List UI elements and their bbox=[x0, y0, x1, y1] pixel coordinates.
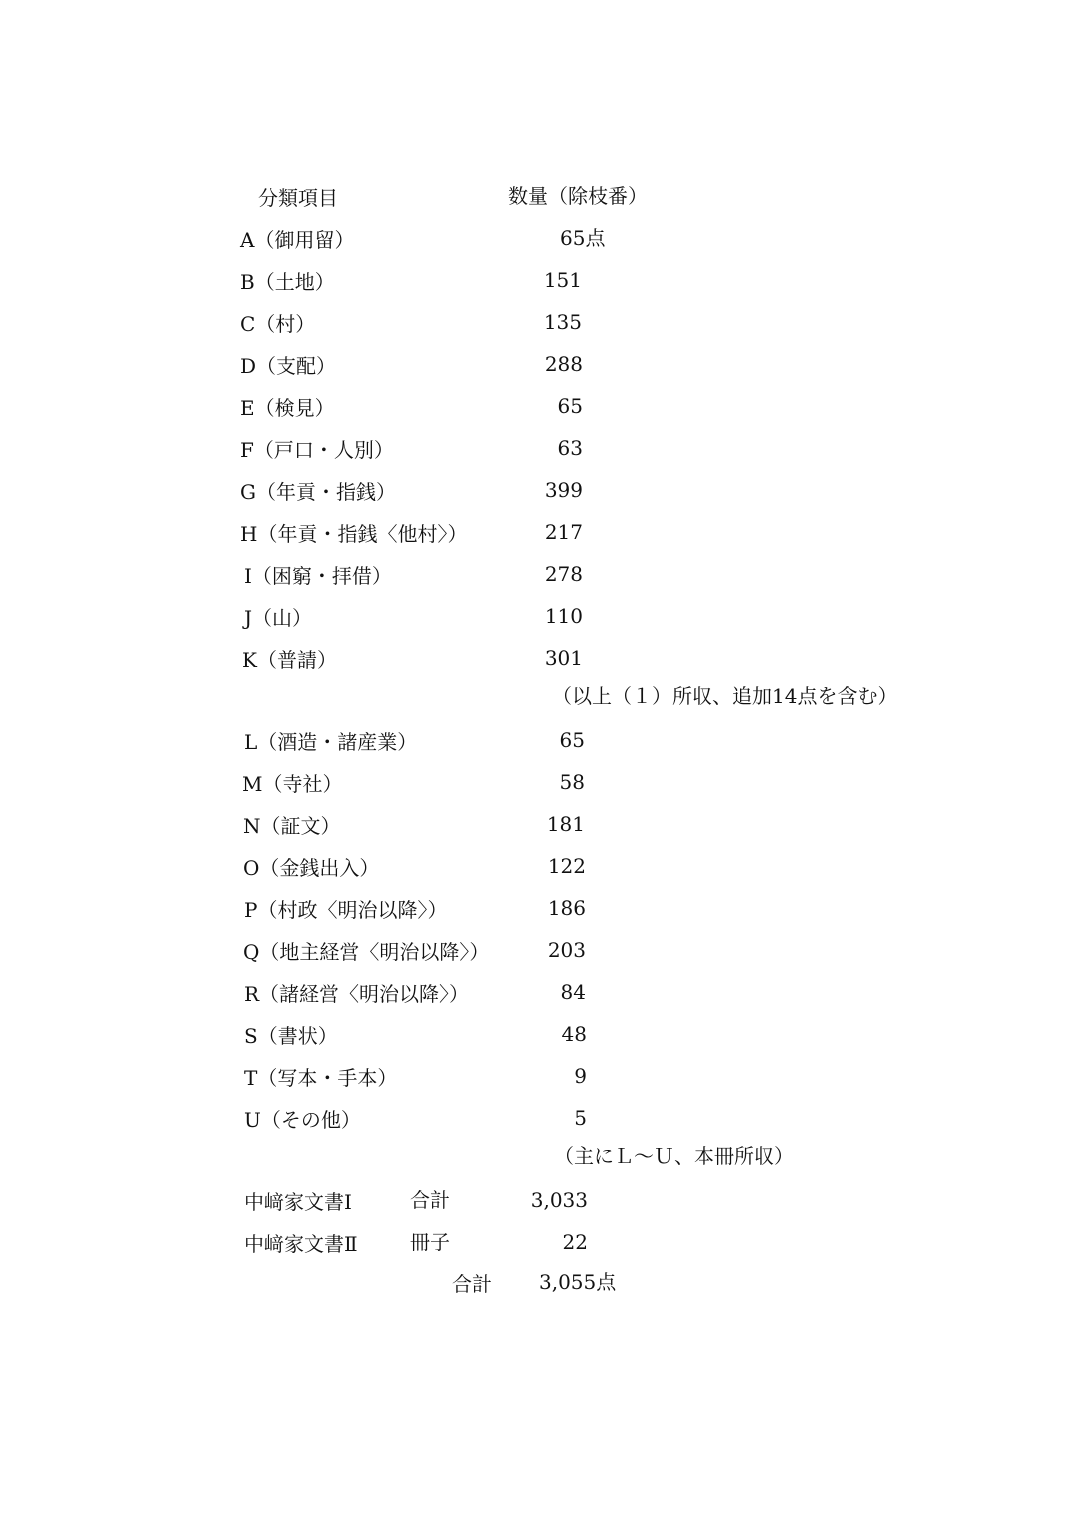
row-b-count: 151 bbox=[543, 268, 582, 292]
total-value: 3,055点 bbox=[539, 1270, 617, 1294]
row-r-count: 84 bbox=[560, 980, 586, 1004]
row-i-count: 278 bbox=[544, 562, 583, 586]
row-g-category: G（年貢・指銭） bbox=[240, 480, 396, 504]
row-j-category: J（山） bbox=[244, 606, 313, 630]
row-m-category: M（寺社） bbox=[242, 772, 343, 796]
row-j-count: 110 bbox=[544, 604, 583, 628]
row-l-category: L（酒造・諸産業） bbox=[244, 730, 418, 754]
row-u-category: U（その他） bbox=[244, 1108, 361, 1132]
row-s-count: 48 bbox=[561, 1022, 587, 1046]
row-i-category: I（困窮・拝借） bbox=[244, 564, 392, 588]
row-n-category: N（証文） bbox=[243, 814, 341, 838]
total-label: 合計 bbox=[452, 1272, 492, 1296]
row-o-count: 122 bbox=[547, 854, 586, 878]
row-d-category: D（支配） bbox=[240, 354, 337, 378]
row-a-count: 65点 bbox=[560, 226, 606, 250]
doc2-label: 冊子 bbox=[410, 1230, 450, 1254]
row-s-category: S（書状） bbox=[244, 1024, 338, 1048]
row-c-count: 135 bbox=[543, 310, 582, 334]
quantity-header: 数量（除枝番） bbox=[508, 184, 648, 208]
row-h-category: H（年貢・指銭〈他村〉） bbox=[240, 522, 468, 546]
row-k-count: 301 bbox=[544, 646, 583, 670]
row-f-count: 63 bbox=[557, 436, 583, 460]
row-b-category: B（土地） bbox=[240, 270, 335, 294]
row-q-count: 203 bbox=[547, 938, 586, 962]
row-g-count: 399 bbox=[544, 478, 583, 502]
row-t-count: 9 bbox=[574, 1064, 587, 1088]
row-p-count: 186 bbox=[547, 896, 586, 920]
row-q-category: Q（地主経営〈明治以降〉） bbox=[243, 940, 490, 964]
row-t-category: T（写本・手本） bbox=[244, 1066, 398, 1090]
row-r-category: R（諸経営〈明治以降〉） bbox=[244, 982, 470, 1006]
row-d-count: 288 bbox=[544, 352, 583, 376]
doc1-name: 中﨑家文書Ⅰ bbox=[244, 1190, 352, 1214]
row-n-count: 181 bbox=[546, 812, 585, 836]
row-f-category: F（戸口・人別） bbox=[240, 438, 394, 462]
doc2-name: 中﨑家文書Ⅱ bbox=[244, 1232, 358, 1256]
row-a-category: A（御用留） bbox=[240, 228, 355, 252]
row-p-category: P（村政〈明治以降〉） bbox=[244, 898, 448, 922]
note-main-this-volume: （主にＬ～Ｕ、本冊所収） bbox=[554, 1144, 794, 1168]
doc1-label: 合計 bbox=[410, 1188, 450, 1212]
note-included-part-1: （以上（１）所収、追加14点を含む） bbox=[552, 684, 898, 708]
doc1-value: 3,033 bbox=[530, 1188, 588, 1212]
row-k-category: K（普請） bbox=[242, 648, 337, 672]
row-u-count: 5 bbox=[574, 1106, 587, 1130]
row-m-count: 58 bbox=[559, 770, 585, 794]
row-c-category: C（村） bbox=[240, 312, 316, 336]
row-h-count: 217 bbox=[544, 520, 583, 544]
category-header: 分類項目 bbox=[258, 186, 338, 210]
doc2-value: 22 bbox=[562, 1230, 588, 1254]
row-l-count: 65 bbox=[559, 728, 585, 752]
row-o-category: O（金銭出入） bbox=[243, 856, 380, 880]
row-e-category: E（検見） bbox=[240, 396, 335, 420]
row-e-count: 65 bbox=[557, 394, 583, 418]
